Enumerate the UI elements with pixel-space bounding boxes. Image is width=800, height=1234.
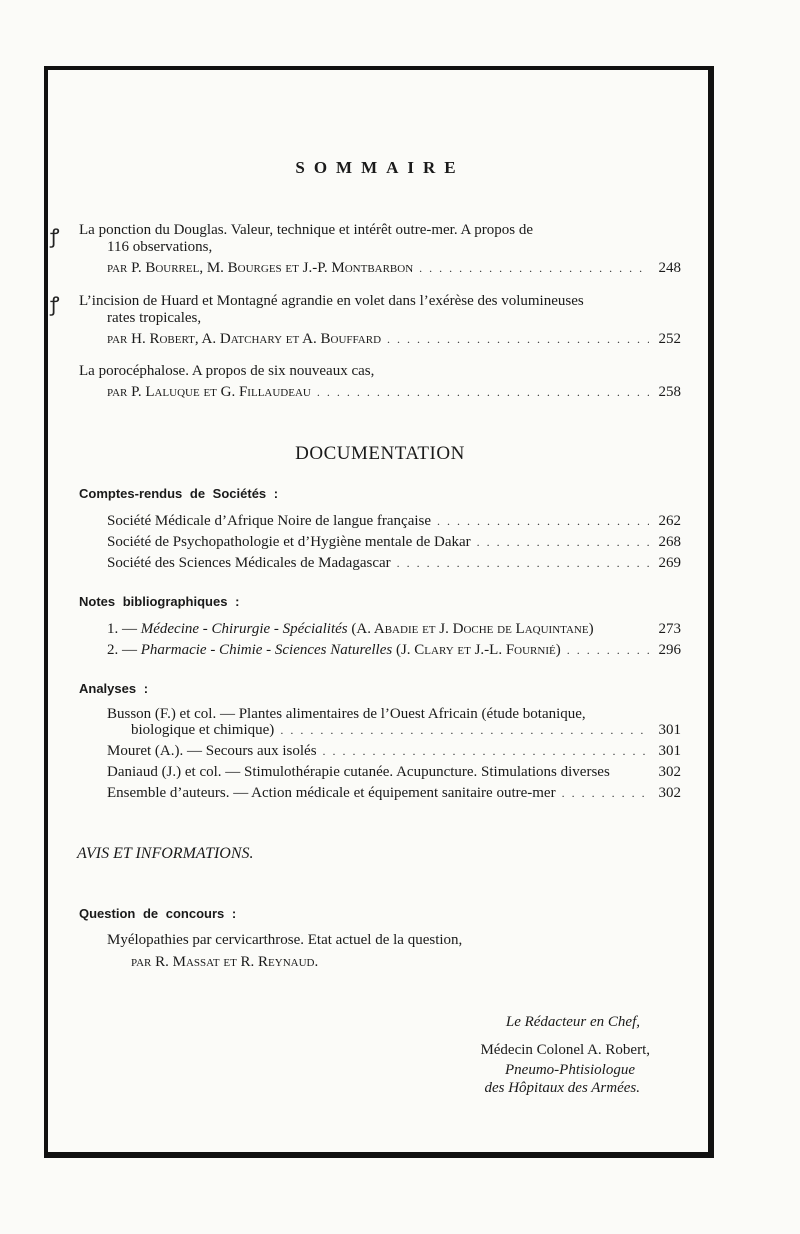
notes-item-page: 296 <box>658 642 681 658</box>
avis-informations-heading: AVIS ET INFORMATIONS. <box>77 845 254 862</box>
signature-specialty: Pneumo-Phtisiologue <box>505 1062 635 1078</box>
comptes-item-text: Société de Psychopathologie et d’Hygiène mentale de Dakar <box>107 534 471 550</box>
leader-dots <box>317 385 649 400</box>
comptes-item-1[interactable] <box>107 513 681 530</box>
comptes-item-3[interactable] <box>107 555 681 572</box>
question-line1[interactable]: Myélopathies par cervicarthrose. Etat actuel de la question, <box>107 932 463 948</box>
analyses-item-page: 301 <box>658 743 681 759</box>
margin-mark-2: ꝭ <box>50 294 60 316</box>
analyses-item-1[interactable] <box>131 722 681 739</box>
comptes-item-page: 268 <box>658 534 681 550</box>
article-2-title-line1: L’incision de Huard et Montagné agrandie en volet dans l’exérèse des volumineuses <box>79 293 584 309</box>
analyses-item-page: 302 <box>658 764 681 780</box>
margin-mark-1: ꝭ <box>50 226 60 248</box>
leader-dots <box>562 786 649 801</box>
leader-dots <box>323 744 649 759</box>
question-authors: par R. Massat et R. Reynaud. <box>131 954 319 970</box>
comptes-item-text: Société des Sciences Médicales de Madagascar <box>107 555 391 571</box>
notes-item-authors: (A. Abadie et J. Doche de Laquintane) <box>351 621 594 637</box>
comptes-rendus-heading: Comptes-rendus de Sociétés : <box>79 486 279 501</box>
analyses-heading: Analyses : <box>79 681 149 696</box>
comptes-item-page: 269 <box>658 555 681 571</box>
article-3-title-line1: La porocéphalose. A propos de six nouveaux cas, <box>79 363 375 379</box>
article-2-authors-row[interactable] <box>107 331 681 348</box>
signature-role: Le Rédacteur en Chef, <box>505 1014 640 1030</box>
article-1-authors-row[interactable] <box>107 260 681 277</box>
analyses-item-1-line1: Busson (F.) et col. — Plantes alimentaires de l’Ouest Africain (étude botanique, <box>107 706 586 722</box>
article-2-title-line2: rates tropicales, <box>107 310 202 326</box>
comptes-item-2[interactable] <box>107 534 681 551</box>
notes-item-2[interactable] <box>107 642 681 659</box>
signature-institution: des Hôpitaux des Armées. <box>484 1080 640 1096</box>
article-3-page: 258 <box>658 384 681 400</box>
leader-dots <box>437 514 649 529</box>
article-1-page: 248 <box>658 260 681 276</box>
page-title: SOMMAIRE <box>295 158 465 177</box>
leader-dots <box>387 332 649 347</box>
leader-dots <box>567 643 649 658</box>
leader-dots <box>477 535 649 550</box>
notes-item-authors: (J. Clary et J.-L. Fournié) <box>395 642 561 658</box>
analyses-item-3[interactable] <box>107 764 681 781</box>
comptes-item-page: 262 <box>658 513 681 529</box>
analyses-item-4[interactable] <box>107 785 681 802</box>
article-2-page: 252 <box>658 331 681 347</box>
analyses-item-text: Mouret (A.). — Secours aux isolés <box>107 743 317 759</box>
analyses-item-page: 301 <box>658 722 681 738</box>
leader-dots <box>419 261 649 276</box>
notes-item-page: 273 <box>658 621 681 637</box>
analyses-item-2[interactable] <box>107 743 681 760</box>
question-concours-heading: Question de concours : <box>79 906 237 921</box>
comptes-item-text: Société Médicale d’Afrique Noire de langue française <box>107 513 432 529</box>
article-3-authors-row[interactable] <box>107 384 681 401</box>
article-2-authors: par H. Robert, A. Datchary et A. Bouffard <box>107 331 382 347</box>
documentation-heading: DOCUMENTATION <box>295 443 465 464</box>
notes-bibliographiques-heading: Notes bibliographiques : <box>79 594 240 609</box>
signature-name: Médecin Colonel A. Robert, <box>480 1042 650 1058</box>
notes-item-number: 1. — <box>107 621 137 637</box>
article-3-authors: par P. Laluque et G. Fillaudeau <box>107 384 311 400</box>
analyses-item-text: Ensemble d’auteurs. — Action médicale et équipement sanitaire outre-mer <box>107 785 556 801</box>
analyses-item-page: 302 <box>658 785 681 801</box>
notes-item-1[interactable] <box>107 621 681 638</box>
notes-item-title: Médecine - Chirurgie - Spécialités <box>140 621 348 637</box>
leader-dots <box>397 556 649 571</box>
notes-item-number: 2. — <box>107 642 137 658</box>
analyses-item-text: Daniaud (J.) et col. — Stimulothérapie cutanée. Acupuncture. Stimulations diverses <box>107 764 610 780</box>
notes-item-title: Pharmacie - Chimie - Sciences Naturelles <box>140 642 393 658</box>
leader-dots <box>280 723 649 738</box>
analyses-item-1-line2: biologique et chimique) <box>131 722 275 738</box>
article-1-title-line2: 116 observations, <box>107 239 213 255</box>
article-1-title-line1: La ponction du Douglas. Valeur, technique et intérêt outre-mer. A propos de <box>79 222 534 238</box>
article-1-authors: par P. Bourrel, M. Bourges et J.-P. Montbarbon <box>107 260 414 276</box>
